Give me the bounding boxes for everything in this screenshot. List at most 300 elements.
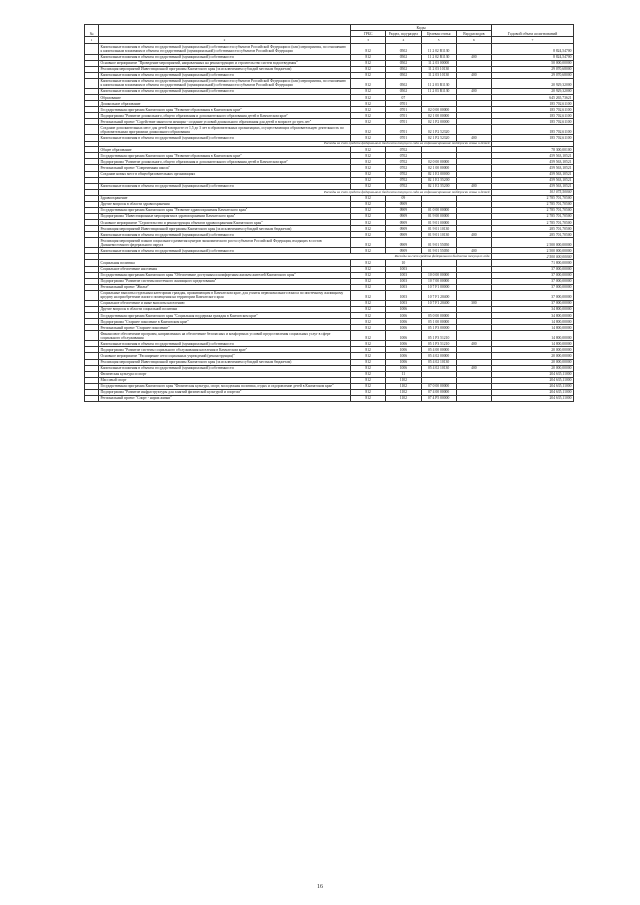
cell-grbs: 812 [351, 220, 386, 226]
cell-cs: 01 9 00 00000 [421, 213, 456, 219]
cell-sum: 459 563,10521 [492, 165, 574, 171]
cell-sum: 2 785 701,70500 [492, 220, 574, 226]
cell-sum: 204 635,11000 [492, 389, 574, 395]
cell-rzpr: 0701 [386, 119, 421, 125]
cell-rzpr: 1006 [386, 365, 421, 371]
cell-sum: 20 000,00000 [492, 365, 574, 371]
cell-sum: 2 785 701,70500 [492, 207, 574, 213]
cell-cs: 05 4 02 00000 [421, 353, 456, 359]
cell-vr [456, 125, 491, 135]
cell-sum: 459 563,10521 [492, 183, 574, 189]
cell-cs: 01 9 01 00000 [421, 220, 456, 226]
cell-rzpr: 0702 [386, 147, 421, 153]
cell-grbs: 812 [351, 248, 386, 254]
cell-cs: 02 0 00 00000 [421, 107, 456, 113]
cell-sum: 285 701,70500 [492, 232, 574, 238]
cell-rzpr: 1006 [386, 341, 421, 347]
cell-cs: 02 1 E1 55200 [421, 177, 456, 183]
cell-cs: 10 7 F1 00000 [421, 284, 456, 290]
cell-vr [456, 331, 491, 341]
cell-rzpr: 1102 [386, 377, 421, 383]
cell-sum: 8 824,54700 [492, 44, 574, 54]
cell-cs: 11 2 03 R1130 [421, 88, 456, 94]
cell-rzpr: 0702 [386, 165, 421, 171]
cell-cs: 02 1 00 00000 [421, 165, 456, 171]
cell-rzpr: 0702 [386, 183, 421, 189]
cell-rzpr: 0701 [386, 101, 421, 107]
cell-sum: 204 635,11000 [492, 377, 574, 383]
cell-cs: 10 7 F1 20400 [421, 290, 456, 300]
cell-name: Подпрограмма "Развитие инфраструктуры для занятий физической культурой и спортом" [99, 389, 351, 395]
cell-cs: 01 9 01 10130 [421, 232, 456, 238]
cell-name: Финансовое обеспечение программ, направленных на обеспечение безопасных и комфортных условий предоставления социальных услуг в сфере социального обслуживания [99, 331, 351, 341]
cell-rzpr: 0502 [386, 54, 421, 60]
cell-grbs: 812 [351, 171, 386, 177]
cell-sum: 8 824,54700 [492, 54, 574, 60]
cell-num [85, 331, 99, 341]
cell-cs: 07 4 P5 00000 [421, 395, 456, 401]
cell-grbs: 812 [351, 165, 386, 171]
cell-rzpr: 07 [386, 95, 421, 101]
cell-rzpr: 0701 [386, 135, 421, 141]
cell-sum: 285 701,70500 [492, 226, 574, 232]
header-rzpr: Раздел, под-раздел [386, 31, 421, 37]
cell-name: Государственная программа Камчатского края "Обеспечение доступным и комфортным жильем жителей Камчатского края" [99, 272, 351, 278]
cell-grbs: 812 [351, 135, 386, 141]
cell-name: Капитальные вложения в объекты государственной (муниципальной) собственности [99, 54, 351, 60]
cell-name: Региональный проект "Жилье" [99, 284, 351, 290]
cell-vr: 400 [456, 72, 491, 78]
cell-cs: 10 7 F1 20400 [421, 300, 456, 306]
cell-grbs: 812 [351, 226, 386, 232]
cell-cs: 02 1 E1 00000 [421, 171, 456, 177]
cell-name: Подпрограмма "Развитие системы социального обслуживания населения в Камчатском крае" [99, 347, 351, 353]
cell-name: Государственная программа Камчатского края "Развитие здравоохранения Камчатского края" [99, 207, 351, 213]
cell-cs: 07 0 00 00000 [421, 383, 456, 389]
cell-name: Государственная программа Камчатского края "Развитие образования в Камчатском крае" [99, 107, 351, 113]
cell-name: Реализация мероприятий планов социального развития центров экономического роста субъектов Российской Федерации, входящих в состав Дальневосточного федерального округа [99, 238, 351, 248]
cell-name: Реализация мероприятий Инвестиционной программы Камчатского края (за исключением субсидий местным бюджетам) [99, 359, 351, 365]
cell-rzpr: 1006 [386, 313, 421, 319]
cell-cs: 05 4 00 00000 [421, 347, 456, 353]
cell-name: Создание новых мест в общеобразовательных организациях [99, 171, 351, 177]
cell-sum: 2 500 000,00000 [492, 248, 574, 254]
cell-cs: 07 4 00 00000 [421, 389, 456, 395]
cell-cs: 02 1 E1 55200 [421, 183, 456, 189]
cell-num [85, 125, 99, 135]
cell-grbs: 812 [351, 95, 386, 101]
budget-table [84, 24, 574, 402]
cell-name: Капитальные вложения в объекты государственной (муниципальной) собственности [99, 341, 351, 347]
cell-rzpr: 1003 [386, 266, 421, 272]
cell-sum: 14 800,00000 [492, 341, 574, 347]
cell-grbs: 812 [351, 177, 386, 183]
cell-name: Здравоохранение [99, 195, 351, 201]
cell-note: Расходы за счет средств федерального бюджета текущего года [99, 254, 492, 260]
cell-cs: 05 4 02 10130 [421, 365, 456, 371]
header-grbs: ГРБС [351, 31, 386, 37]
cell-cs: 05 4 02 10130 [421, 359, 456, 365]
col-num-2: 2 [99, 37, 351, 44]
cell-sum: 2 785 701,70500 [492, 195, 574, 201]
cell-vr: 300 [456, 300, 491, 306]
cell-num [85, 238, 99, 248]
cell-name: Массовый спорт [99, 377, 351, 383]
cell-sum: 459 563,10521 [492, 159, 574, 165]
cell-rzpr: 1006 [386, 359, 421, 365]
cell-name: Реализация мероприятий Инвестиционной программы Камчатского края (за исключением субсидий местным бюджетам) [99, 226, 351, 232]
cell-vr: 400 [456, 365, 491, 371]
cell-cs: 05 0 00 00000 [421, 313, 456, 319]
cell-grbs: 812 [351, 341, 386, 347]
cell-rzpr: 1003 [386, 272, 421, 278]
cell-grbs: 812 [351, 300, 386, 306]
table-row [85, 125, 574, 135]
cell-sum: 37 000,00000 [492, 300, 574, 306]
cell-grbs: 812 [351, 306, 386, 312]
cell-rzpr: 1102 [386, 395, 421, 401]
cell-num [85, 290, 99, 300]
cell-vr [456, 44, 491, 54]
table-row [85, 238, 574, 248]
cell-rzpr: 0702 [386, 153, 421, 159]
cell-grbs: 812 [351, 147, 386, 153]
cell-rzpr: 0702 [386, 177, 421, 183]
cell-name: Основное мероприятие "Проведение мероприятий, направленных на реконструкцию и строительство систем водоотведения" [99, 60, 351, 66]
cell-name: Капитальные вложения в объекты государственной (муниципальной) собственности [99, 135, 351, 141]
cell-rzpr: 09 [386, 195, 421, 201]
cell-cs: 11 2 02 R1130 [421, 44, 456, 54]
cell-grbs: 812 [351, 54, 386, 60]
cell-rzpr: 1006 [386, 325, 421, 331]
cell-grbs: 812 [351, 284, 386, 290]
cell-name: Создание дополнительных мест для детей в возрасте от 1,5 до 3 лет в образовательных организациях, осуществляющих образовательную деятельность по образовательным программам дошкольного образования [99, 125, 351, 135]
cell-rzpr: 1006 [386, 331, 421, 341]
cell-cs: 02 1 P2 52320 [421, 135, 456, 141]
cell-name: Капитальные вложения в объекты государственной (муниципальной) собственности [99, 183, 351, 189]
cell-grbs: 812 [351, 238, 386, 248]
cell-sum: 37 000,00000 [492, 284, 574, 290]
cell-name: Региональный проект "Спорт - норма жизни" [99, 395, 351, 401]
cell-rzpr: 0909 [386, 220, 421, 226]
cell-name: Дошкольное образование [99, 101, 351, 107]
cell-grbs: 812 [351, 377, 386, 383]
cell-name: Основное мероприятие "Строительство и реконструкция объектов здравоохранения Камчатского края" [99, 220, 351, 226]
cell-rzpr: 0502 [386, 66, 421, 72]
cell-name: Подпрограмма "Старшее поколение в Камчатском крае" [99, 319, 351, 325]
cell-grbs: 812 [351, 331, 386, 341]
cell-rzpr: 0702 [386, 171, 421, 177]
cell-grbs: 812 [351, 207, 386, 213]
cell-name: Подпрограмма "Инвестиционные мероприятия в здравоохранении Камчатского края" [99, 213, 351, 219]
cell-cs: 01 9 01 10130 [421, 226, 456, 232]
cell-rzpr: 0502 [386, 44, 421, 54]
cell-sum: 20 000,00000 [492, 359, 574, 365]
col-num-6: 6 [456, 37, 491, 44]
cell-sum: 20 000,00000 [492, 353, 574, 359]
cell-grbs: 812 [351, 107, 386, 113]
cell-name: Реализация мероприятий Инвестиционной программы Камчатского края (за исключением субсидий местным бюджетам) [99, 66, 351, 72]
cell-cs: 10 0 00 00000 [421, 272, 456, 278]
col-num-5: 5 [421, 37, 456, 44]
cell-vr [456, 78, 491, 88]
header-cs: Целевая статья [421, 31, 456, 37]
cell-grbs: 812 [351, 232, 386, 238]
cell-grbs: 812 [351, 60, 386, 66]
cell-name: Государственная программа Камчатского края "Физическая культура, спорт, молодежная политика, отдых и оздоровление детей в Камчатском крае" [99, 383, 351, 389]
cell-rzpr: 10 [386, 260, 421, 266]
cell-sum: 78 300,00100 [492, 147, 574, 153]
cell-rzpr: 1003 [386, 278, 421, 284]
cell-cs: 02 1 P2 00000 [421, 119, 456, 125]
cell-grbs: 812 [351, 125, 386, 135]
table-row [85, 331, 574, 341]
header-vr: Вид расходов [456, 31, 491, 37]
table-row [85, 395, 574, 401]
cell-grbs: 812 [351, 278, 386, 284]
cell-sum: 459 563,10521 [492, 153, 574, 159]
cell-grbs: 812 [351, 359, 386, 365]
cell-rzpr: 0702 [386, 159, 421, 165]
cell-name: Капитальные вложения в объекты государственной (муниципальной) собственности субъектов Российской Федерации и (или) мероприятия, по отношению к капитальным вложениям в объекты государственной (муниципальной) собственности субъектов Российской Федерации [99, 78, 351, 88]
cell-cs: 11 2 02 R1130 [421, 54, 456, 60]
cell-sum: 185 702,61100 [492, 107, 574, 113]
budget-sheet [84, 24, 574, 402]
cell-name: Общее образование [99, 147, 351, 153]
cell-grbs: 812 [351, 153, 386, 159]
cell-vr: 400 [456, 135, 491, 141]
cell-grbs: 812 [351, 325, 386, 331]
cell-vr: 400 [456, 183, 491, 189]
cell-rzpr: 0502 [386, 88, 421, 94]
cell-grbs: 812 [351, 313, 386, 319]
cell-rzpr: 0909 [386, 226, 421, 232]
cell-grbs: 812 [351, 266, 386, 272]
cell-name: Социальное обеспечение и иные выплаты населению [99, 300, 351, 306]
cell-name: Другие вопросы в области социальной политики [99, 306, 351, 312]
cell-rzpr: 1006 [386, 319, 421, 325]
page-number: 16 [317, 884, 323, 890]
cell-rzpr: 1102 [386, 389, 421, 395]
cell-note-sum: 101 075,50000 [492, 189, 574, 195]
cell-vr: 400 [456, 248, 491, 254]
cell-sum: 29 070,68000 [492, 72, 574, 78]
cell-cs: 02 1 00 00000 [421, 113, 456, 119]
cell-cs: 02 1 P2 52320 [421, 125, 456, 135]
cell-vr [456, 395, 491, 401]
cell-grbs: 812 [351, 101, 386, 107]
cell-rzpr: 0909 [386, 238, 421, 248]
cell-rzpr: 11 [386, 371, 421, 377]
cell-grbs: 812 [351, 159, 386, 165]
cell-rzpr: 1003 [386, 284, 421, 290]
cell-rzpr: 0502 [386, 60, 421, 66]
table-row [85, 290, 574, 300]
cell-grbs: 812 [351, 183, 386, 189]
cell-rzpr: 0909 [386, 232, 421, 238]
cell-grbs: 812 [351, 319, 386, 325]
header-name [99, 25, 351, 37]
cell-grbs: 812 [351, 119, 386, 125]
cell-rzpr: 0502 [386, 72, 421, 78]
cell-rzpr: 0909 [386, 248, 421, 254]
cell-name: Капитальные вложения в объекты государственной (муниципальной) собственности [99, 365, 351, 371]
cell-sum: 185 702,61100 [492, 101, 574, 107]
cell-grbs: 812 [351, 88, 386, 94]
cell-sum: 37 000,00000 [492, 278, 574, 284]
cell-name: Региональный проект "Современная школа" [99, 165, 351, 171]
cell-num [85, 395, 99, 401]
cell-vr [456, 238, 491, 248]
cell-name: Региональный проект "Содействие занятости женщин - создание условий дошкольного образования для детей в возрасте до трех лет" [99, 119, 351, 125]
table-header-numbers [85, 37, 574, 44]
cell-grbs: 812 [351, 66, 386, 72]
cell-name: Социальная политика [99, 260, 351, 266]
cell-cs: 11 2 03 10130 [421, 66, 456, 72]
cell-sum: 14 800,00000 [492, 319, 574, 325]
cell-rzpr: 1003 [386, 290, 421, 300]
cell-sum: 50 000,00000 [492, 60, 574, 66]
cell-grbs: 812 [351, 365, 386, 371]
cell-sum: 204 635,11000 [492, 395, 574, 401]
cell-cs: 05 1 P3 51210 [421, 331, 456, 341]
cell-cs: 05 1 P3 00000 [421, 325, 456, 331]
cell-rzpr: 0909 [386, 201, 421, 207]
cell-name: Капитальные вложения в объекты государственной (муниципальной) собственности [99, 88, 351, 94]
cell-grbs: 812 [351, 290, 386, 300]
cell-name: Государственная программа Камчатского края "Развитие образования в Камчатском крае" [99, 153, 351, 159]
cell-rzpr: 0502 [386, 78, 421, 88]
cell-name: Подпрограмма "Развитие дошкольного, общего образования и дополнительного образования детей в Камчатском крае" [99, 159, 351, 165]
cell-sum: 37 000,00000 [492, 272, 574, 278]
cell-name: Подпрограмма "Развитие системы ипотечного жилищного кредитования" [99, 278, 351, 284]
cell-sum: 71 800,00000 [492, 260, 574, 266]
cell-cs: 01 9 01 55050 [421, 248, 456, 254]
cell-grbs: 812 [351, 395, 386, 401]
cell-name: Другие вопросы в области здравоохранения [99, 201, 351, 207]
cell-rzpr: 1006 [386, 306, 421, 312]
table-header-top [85, 25, 574, 31]
cell-name: Капитальные вложения в объекты государственной (муниципальной) собственности [99, 72, 351, 78]
cell-sum: 645 265,73621 [492, 95, 574, 101]
cell-rzpr: 0701 [386, 107, 421, 113]
cell-name: Капитальные вложения в объекты государственной (муниципальной) собственности [99, 232, 351, 238]
cell-sum: 37 000,00000 [492, 266, 574, 272]
table-row [85, 44, 574, 54]
cell-sum: 459 563,10521 [492, 177, 574, 183]
cell-cs: 02 0 00 00000 [421, 159, 456, 165]
cell-vr: 400 [456, 54, 491, 60]
cell-note: Расходы за счет средств федерального бюджета текущего года на софинансирование поддержки семьи и детей [99, 189, 492, 195]
cell-sum: 34 800,00000 [492, 306, 574, 312]
cell-name: Капитальные вложения в объекты государственной (муниципальной) собственности [99, 248, 351, 254]
cell-name: Социальные выплаты отдельным категориям граждан, проживающим в Камчатском крае, для уплаты первоначального взноса по ипотечному жилищному кредиту на приобретение жилого помещения на территории Камчатского края [99, 290, 351, 300]
cell-rzpr: 0909 [386, 213, 421, 219]
cell-grbs: 812 [351, 72, 386, 78]
cell-grbs: 812 [351, 353, 386, 359]
cell-grbs: 812 [351, 113, 386, 119]
cell-grbs: 812 [351, 213, 386, 219]
cell-cs: 01 9 01 55050 [421, 238, 456, 248]
table-row [85, 78, 574, 88]
header-num: № [85, 25, 99, 37]
cell-sum: 204 635,11000 [492, 371, 574, 377]
cell-rzpr: 0701 [386, 113, 421, 119]
cell-rzpr: 1006 [386, 353, 421, 359]
cell-cs: 05 1 00 00000 [421, 319, 456, 325]
cell-name: Государственная программа Камчатского края "Социальная поддержка граждан в Камчатском крае" [99, 313, 351, 319]
cell-sum: 29 070,68000 [492, 66, 574, 72]
cell-cs: 11 2 03 10130 [421, 72, 456, 78]
cell-rzpr: 1006 [386, 347, 421, 353]
cell-vr: 400 [456, 341, 491, 347]
cell-rzpr: 1003 [386, 300, 421, 306]
cell-sum: 20 929,32000 [492, 88, 574, 94]
cell-sum: 14 800,00000 [492, 325, 574, 331]
cell-grbs: 812 [351, 260, 386, 266]
col-num-3: 3 [351, 37, 386, 44]
cell-sum: 2 785 701,70500 [492, 201, 574, 207]
cell-rzpr: 1102 [386, 383, 421, 389]
cell-cs: 10 7 00 00000 [421, 278, 456, 284]
cell-name: Образование [99, 95, 351, 101]
cell-name: Капитальные вложения в объекты государственной (муниципальной) собственности субъектов Российской Федерации и (или) мероприятия, по отношению к капитальным вложениям в объекты государственной (муниципальной) собственности субъектов Российской Федерации [99, 44, 351, 54]
cell-sum: 34 800,00000 [492, 313, 574, 319]
cell-cs: 11 2 03 R1130 [421, 78, 456, 88]
cell-grbs: 812 [351, 389, 386, 395]
cell-grbs: 812 [351, 78, 386, 88]
col-num-7: 7 [492, 37, 574, 44]
cell-vr: 400 [456, 232, 491, 238]
cell-name: Социальное обеспечение населения [99, 266, 351, 272]
cell-sum: 459 563,10521 [492, 171, 574, 177]
cell-grbs: 812 [351, 383, 386, 389]
cell-name: Региональный проект "Старшее поколение" [99, 325, 351, 331]
cell-name: Подпрограмма "Развитие дошкольного, общего образования и дополнительного образования детей в Камчатском крае" [99, 113, 351, 119]
col-num-1: 1 [85, 37, 99, 44]
cell-name: Основное мероприятие "Расширение сети социальных учреждений (реконструкция)" [99, 353, 351, 359]
cell-sum: 2 785 701,70500 [492, 213, 574, 219]
cell-cs: 11 2 03 00000 [421, 60, 456, 66]
cell-num [85, 78, 99, 88]
cell-sum: 185 702,61100 [492, 135, 574, 141]
cell-sum: 185 702,61100 [492, 125, 574, 135]
cell-sum: 14 800,00000 [492, 331, 574, 341]
cell-vr: 400 [456, 88, 491, 94]
cell-note: Расходы за счет средств федерального бюджета текущего года на софинансирование поддержки семьи и детей [99, 141, 492, 147]
cell-note-sum: 2 500 000,00000 [492, 254, 574, 260]
cell-rzpr: 0909 [386, 207, 421, 213]
col-num-4: 4 [386, 37, 421, 44]
cell-grbs: 812 [351, 201, 386, 207]
cell-vr [456, 290, 491, 300]
cell-sum: 185 702,61100 [492, 119, 574, 125]
cell-cs: 05 1 P3 51210 [421, 341, 456, 347]
cell-name: Физическая культура и спорт [99, 371, 351, 377]
header-total: Годовой объем ассигнований [492, 25, 574, 37]
cell-rzpr: 0701 [386, 125, 421, 135]
cell-sum: 20 929,32000 [492, 78, 574, 88]
cell-sum: 2 500 000,00000 [492, 238, 574, 248]
cell-grbs: 812 [351, 272, 386, 278]
cell-grbs: 812 [351, 44, 386, 54]
cell-cs: 01 0 00 00000 [421, 207, 456, 213]
table-body [85, 44, 574, 401]
cell-grbs: 812 [351, 371, 386, 377]
cell-sum: 37 000,00000 [492, 290, 574, 300]
cell-sum: 204 635,11000 [492, 383, 574, 389]
header-codes: Коды [351, 25, 492, 31]
